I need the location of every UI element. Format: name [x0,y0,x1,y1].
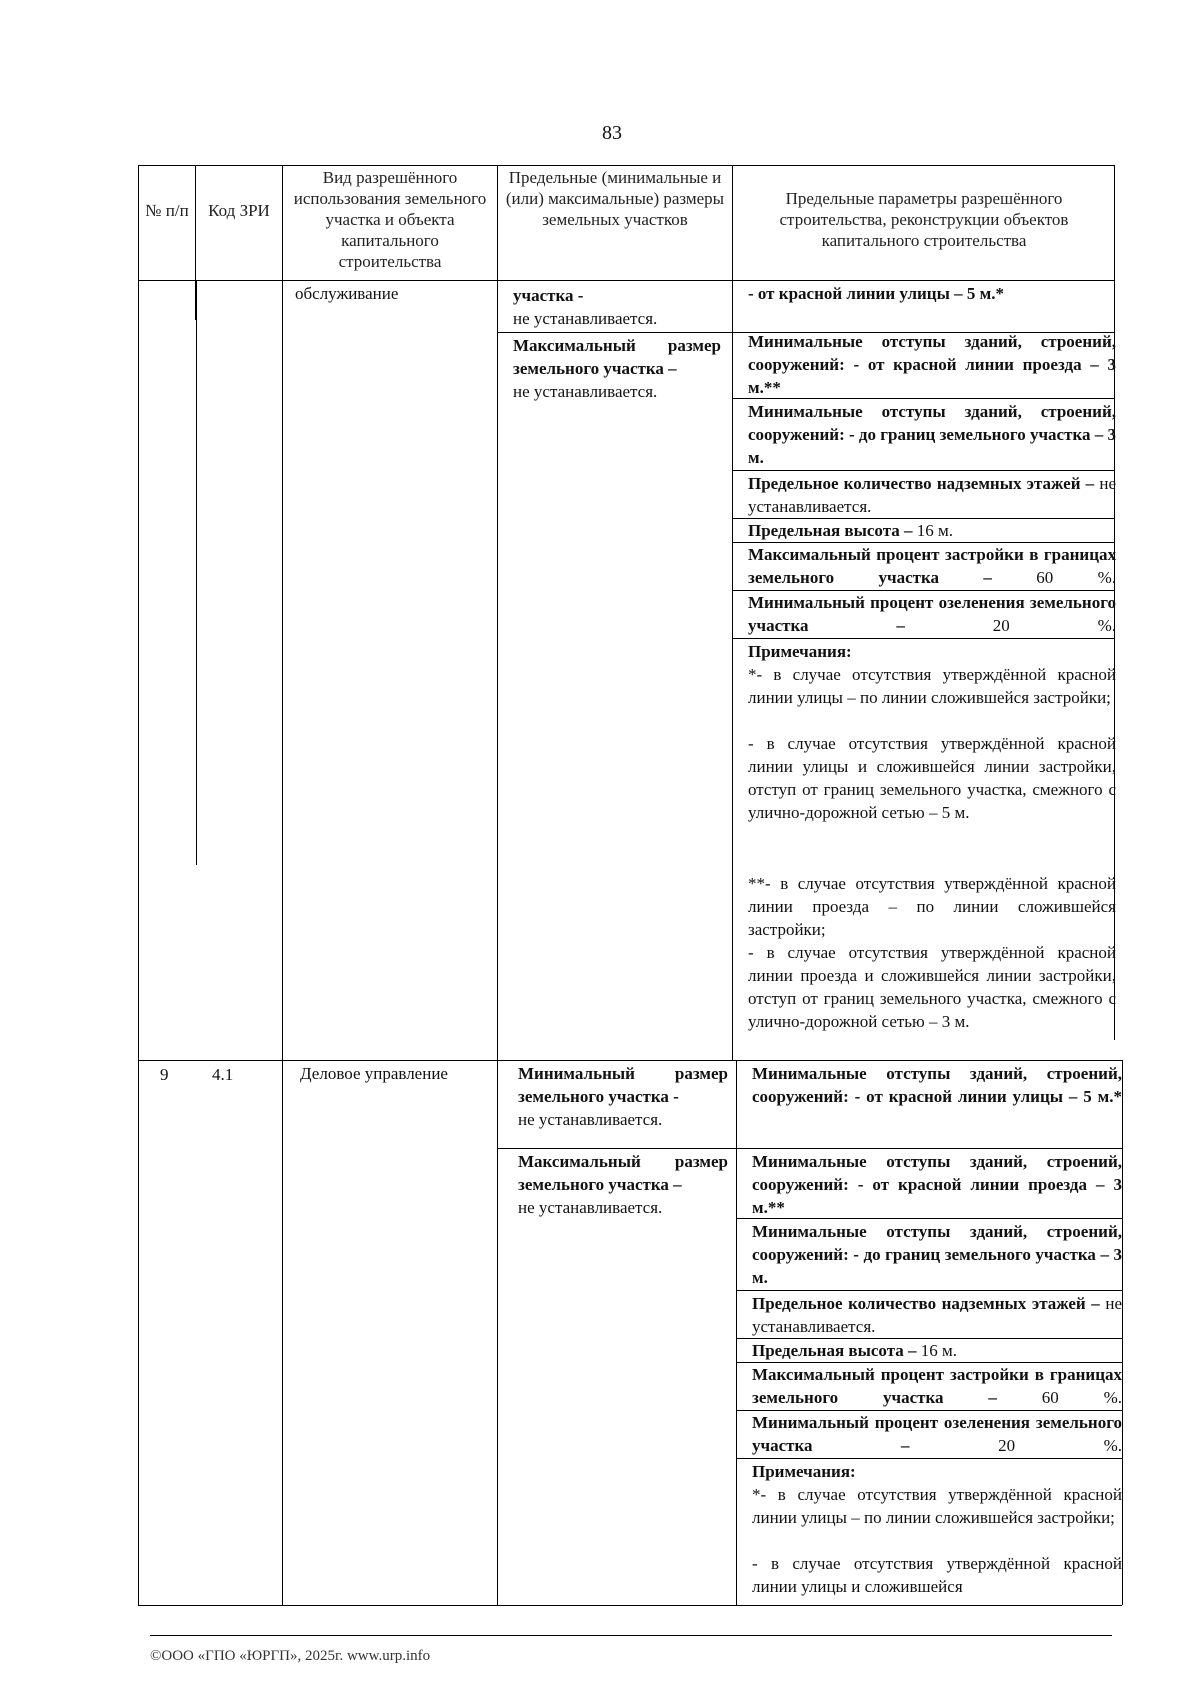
param-height: Предельная высота – 16 м. [748,521,954,540]
param-green-percent: Минимальный процент озеленения земельного участка – 20 %. [748,593,1116,635]
use-tail: обслуживание [295,284,399,303]
header-use: Вид разрешённого использования земельного участка и объекта капитального строительства [293,168,487,271]
notes-title: Примечания: [748,642,852,661]
param-red-line-street: - от красной линии улицы – 5 м.* [748,284,1004,303]
row-9-notes-title: Примечания: [752,1462,856,1481]
row-9-param-build-percent: Максимальный процент застройки в границах земельного участка – 60 %. [752,1365,1122,1407]
row-9-param-offset-plot: Минимальные отступы зданий, строений, сооружений: - до границ земельного участка – 3 м. [752,1222,1122,1287]
param-floors: Предельное количество надземных этажей – не устанавливается. [748,474,1117,516]
footer-copyright: ©ООО «ГПО «ЮРГП», 2025г. www.urp.info [150,1648,431,1664]
row-9-param-green-percent: Минимальный процент озеленения земельного участка – 20 %. [752,1413,1122,1455]
row-9-size-min: Минимальный размер земельного участка - не устанавливается. [518,1064,728,1129]
footer-divider [150,1635,1112,1636]
row-9-param-offset-driveway: Минимальные отступы зданий, строений, сооружений: - от красной линии проезда – 3 м.** [752,1152,1123,1217]
header-num: № п/п [145,201,189,220]
row-9-param-height: Предельная высота – 16 м. [752,1341,958,1360]
row-9-num: 9 [160,1065,169,1084]
note-4: - в случае отсутствия утверждённой красной линии проезда и сложившейся линии застройки, отступ от границ земельного участка, смежного с улично-дорожной сетью – 3 м. [748,943,1116,1031]
row-9-note-1: *- в случае отсутствия утверждённой красной линии улицы – по линии сложившейся застройки; [752,1485,1122,1527]
header-size: Предельные (минимальные и (или) максимальные) размеры земельных участков [505,168,725,229]
param-offset-driveway: Минимальные отступы зданий, строений, сооружений: - от красной линии проезда – 3 м.** [748,332,1117,397]
note-2: - в случае отсутствия утверждённой красной линии улицы и сложившейся линии застройки, отступ от границ земельного участка, смежного с улично-дорожной сетью – 5 м. [748,734,1116,822]
row-9-param-floors: Предельное количество надземных этажей – не устанавливается. [752,1294,1122,1336]
size-max-cont: Максимальный размер земельного участка – не устанавливается. [513,336,721,401]
size-min-tail: участка - не устанавливается. [513,286,658,328]
note-1: *- в случае отсутствия утверждённой красной линии улицы – по линии сложившейся застройки; [748,665,1116,707]
row-9-note-2: - в случае отсутствия утверждённой красной линии улицы и сложившейся [752,1554,1122,1596]
row-9-use: Деловое управление [300,1064,448,1083]
row-9-size-max: Максимальный размер земельного участка – не устанавливается. [518,1152,728,1217]
header-code: Код ЗРИ [208,201,270,220]
row-9-param-offset-street: Минимальные отступы зданий, строений, сооружений: - от красной линии улицы – 5 м.* [752,1064,1123,1106]
row-9-code: 4.1 [212,1065,234,1084]
page-number: 83 [602,122,622,144]
note-3: **- в случае отсутствия утверждённой красной линии проезда – по линии сложившейся застройки; [748,874,1116,939]
header-params: Предельные параметры разрешённого строительства, реконструкции объектов капитального строительства [779,189,1069,250]
param-build-percent: Максимальный процент застройки в границах земельного участка – 60 %. [748,545,1116,587]
param-offset-plot: Минимальные отступы зданий, строений, сооружений: - до границ земельного участка – 3 м. [748,402,1117,467]
